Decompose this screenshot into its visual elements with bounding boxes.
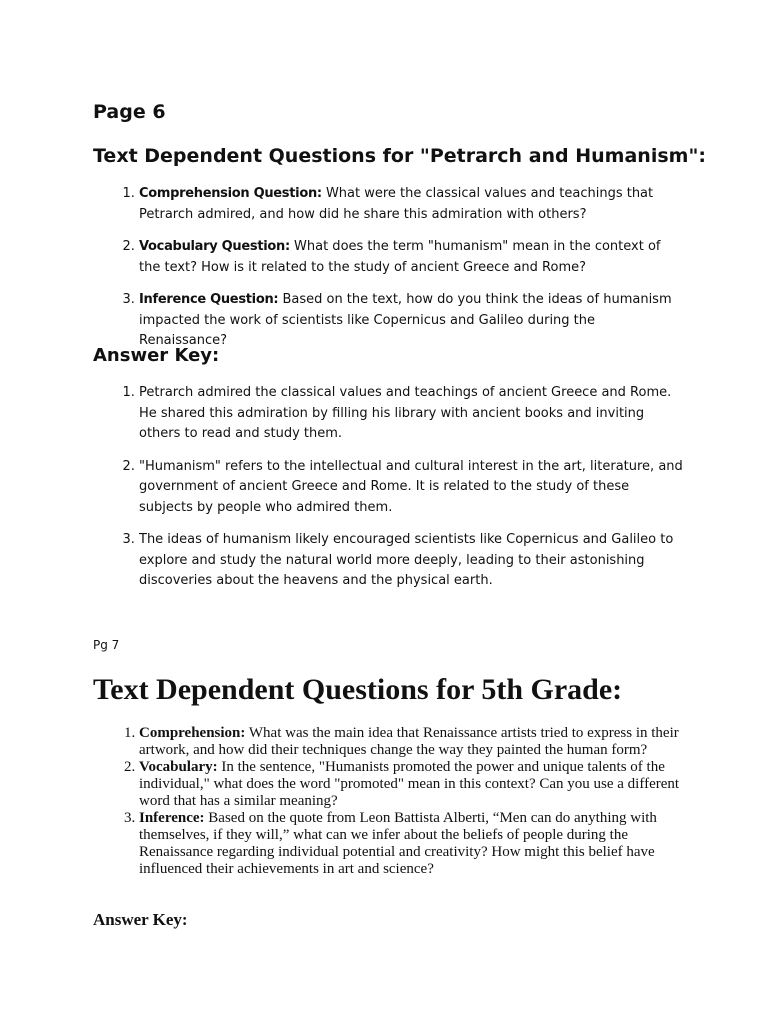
question-label: Inference Question: — [139, 292, 279, 307]
section-1-question-list — [93, 184, 684, 364]
question-item — [139, 759, 684, 810]
section-1-answer-key-title: Answer Key: — [93, 345, 220, 366]
page-label-2: Pg 7 — [93, 638, 120, 652]
question-label: Comprehension: — [139, 725, 246, 741]
question-text: Based on the text, how do you think the ideas of humanism impacted the work of scientists like Copernicus and Galileo during the Renaissance? — [139, 292, 672, 348]
section-2-question-list — [93, 725, 684, 878]
section-1-title: Text Dependent Questions for "Petrarch and Humanism": — [93, 145, 706, 167]
question-label: Inference: — [139, 810, 205, 826]
page-heading: Page 6 — [93, 101, 166, 123]
question-text: In the sentence, "Humanists promoted the power and unique talents of the individual," what does the word "promoted" mean in this context? Can you use a different word that has a similar meaning? — [139, 759, 680, 809]
answer-item: 1. Petrarch admired the classical values and teachings of ancient Greece and Rome. He shared this admiration by filling his library with ancient books and inviting others to read and study them. — [139, 383, 684, 445]
question-item — [139, 237, 684, 278]
section-2-title: Text Dependent Questions for 5th Grade: — [93, 673, 623, 706]
section-2-answer-key-title: Answer Key: — [93, 910, 188, 929]
question-item — [139, 184, 684, 225]
question-text: What does the term "humanism" mean in the context of the text? How is it related to the study of ancient Greece and Rome? — [139, 239, 661, 275]
answer-item: 2. "Humanism" refers to the intellectual and cultural interest in the art, literature, and government of ancient Greece and Rome. It is related to the study of these subjects by people who admired them. — [139, 457, 684, 519]
question-label: Comprehension Question: — [139, 186, 322, 201]
question-item — [139, 810, 684, 878]
question-label: Vocabulary: — [139, 759, 218, 775]
section-1-answer-list — [93, 383, 684, 604]
answer-item: 3. The ideas of humanism likely encouraged scientists like Copernicus and Galileo to explore and study the natural world more deeply, leading to their astonishing discoveries about the heavens and the physical earth. — [139, 530, 684, 592]
question-text: What were the classical values and teachings that Petrarch admired, and how did he share this admiration with others? — [139, 186, 654, 222]
question-item — [139, 725, 684, 759]
question-item — [139, 290, 684, 352]
question-text: Based on the quote from Leon Battista Alberti, “Men can do anything with themselves, if they will,” what can we infer about the beliefs of people during the Renaissance regarding individual potential and creativity? How might this belief have influenced their achievements in art and science? — [139, 810, 657, 877]
question-label: Vocabulary Question: — [139, 239, 290, 254]
question-text: What was the main idea that Renaissance artists tried to express in their artwork, and how did their techniques change the way they painted the human form? — [139, 725, 679, 758]
